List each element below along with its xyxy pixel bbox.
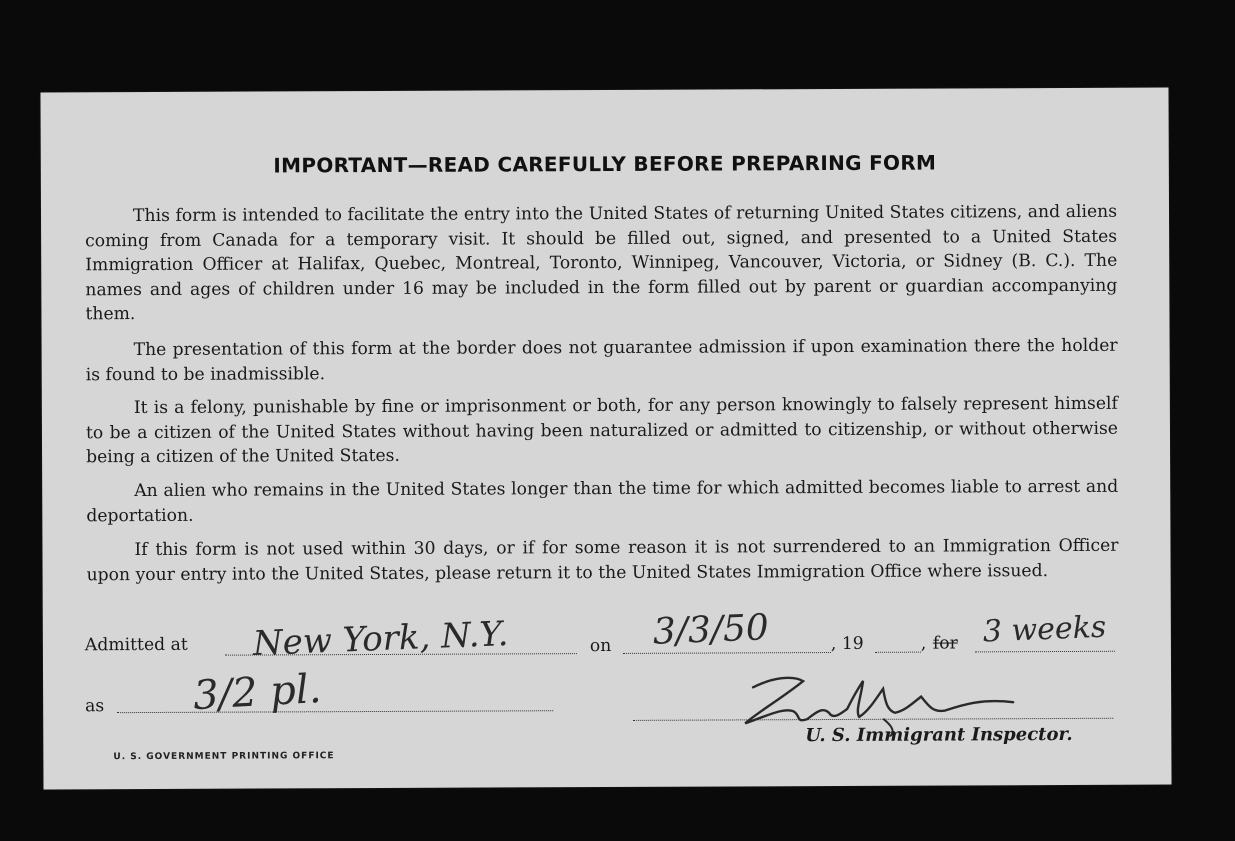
year-line [875, 652, 921, 653]
form-heading: IMPORTANT—READ CAREFULLY BEFORE PREPARING FORM [273, 150, 937, 178]
paragraph-felony [86, 392, 1118, 470]
paragraph-purpose [85, 200, 1118, 327]
on-date-value[interactable]: 3/3/50 [652, 607, 770, 653]
year-label: , 19 [830, 633, 864, 655]
for-value[interactable]: 3 weeks [982, 609, 1107, 650]
year-suffix: , [920, 633, 927, 654]
admitted-at-value[interactable]: New York, N.Y. [252, 613, 510, 664]
on-label: on [589, 635, 612, 657]
paragraph-text: It is a felony, punishable by fine or imprisonment or both, for any person knowingly to falsely represent himself to be a citizen of the United States without having been naturalized or admitted to citizenship, or without otherwise being a citizen of the United States. [85, 393, 1119, 468]
paragraph-text: The presentation of this form at the border does not guarantee admission if upon examination there the holder is found to be inadmissible. [85, 335, 1118, 385]
printing-office-label: U. S. GOVERNMENT PRINTING OFFICE [113, 751, 335, 763]
for-label: for [932, 633, 958, 654]
paragraph-admission [86, 334, 1118, 388]
paragraph-return [86, 534, 1118, 588]
immigration-form-card [40, 88, 1171, 790]
as-value[interactable]: 3/2 pl. [191, 665, 323, 720]
paragraph-text: This form is intended to facilitate the entry into the United States of returning United States citizens, and aliens coming from Canada for a temporary visit. It should be filled out, signed, and presented to a United States Immigration Officer at Halifax, Quebec, Montreal, Toronto, Winnipeg, Vancouver, Victoria, or Sidney (B. C.). The names and ages of children under 16 may be included in the form filled out by parent or guardian accompanying them. [85, 201, 1118, 325]
paragraph-text: An alien who remains in the United States longer than the time for which admitted becomes liable to arrest and deportation. [86, 476, 1119, 526]
for-line [975, 651, 1115, 653]
admitted-at-label: Admitted at [84, 634, 188, 656]
paragraph-alien [86, 475, 1118, 529]
inspector-caption: U. S. Immigrant Inspector. [805, 723, 1073, 747]
paragraph-text: If this form is not used within 30 days, or if for some reason it is not surrendered to an Immigration Officer upon your entry into the United States, please return it to the United States Immigration Office where issued. [86, 535, 1119, 585]
as-label: as [85, 696, 105, 717]
as-line [117, 710, 553, 713]
